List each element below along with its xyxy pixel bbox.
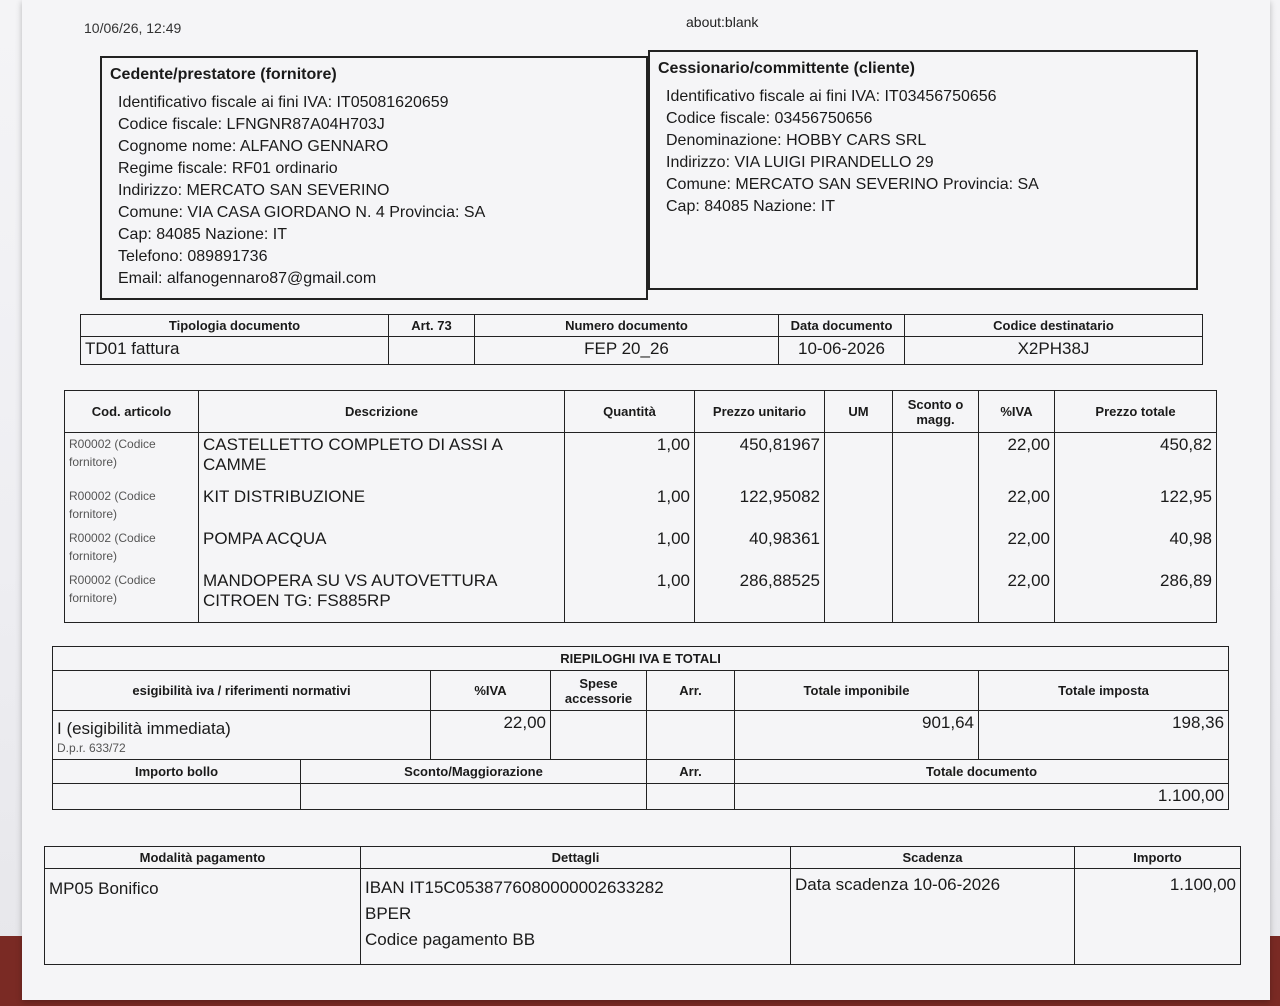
esigibilita: I (esigibilità immediata) [57,719,231,738]
seller-name: Cognome nome: ALFANO GENNARO [118,138,389,155]
print-url: about:blank [686,14,759,30]
print-datetime: 10/06/26, 12:49 [84,20,182,36]
col-um: UM [825,391,893,433]
esigibilita-cell [53,711,431,760]
doc-date: 10-06-2026 [779,337,905,365]
item-um [825,527,893,569]
col-vat: %IVA [979,391,1055,433]
col-unit-price: Prezzo unitario [695,391,825,433]
vat-summary-table [52,646,1229,810]
item-unit-price: 122,95082 [695,485,825,527]
table-row [65,569,1217,623]
document-info-row [81,337,1203,365]
items-header [65,391,1217,433]
importo: 1.100,00 [1075,869,1241,965]
bank: BPER [365,904,412,923]
payment-table [44,846,1241,965]
item-vat: 22,00 [979,433,1055,485]
table-row [65,433,1217,485]
totale-documento: 1.100,00 [735,784,1229,810]
item-unit-price: 40,98361 [695,527,825,569]
buyer-name: Denominazione: HOBBY CARS SRL [666,132,927,149]
item-code: R00002 (Codice fornitore) [65,569,199,623]
seller-city: Comune: VIA CASA GIORDANO N. 4 Provincia: SA [118,204,486,221]
col-summary-vat: %IVA [431,671,551,711]
buyer-cap: Cap: 84085 Nazione: IT [666,198,835,215]
item-quantity: 1,00 [565,569,695,623]
recipient-code: X2PH38J [905,337,1203,365]
totals-row [53,784,1229,810]
vat-summary-header [53,671,1229,711]
item-um [825,433,893,485]
item-total: 122,95 [1055,485,1217,527]
col-scadenza: Scadenza [791,847,1075,869]
col-arr2: Arr. [647,760,735,784]
col-spese: Spese accessorie [551,671,647,711]
col-sconto: Sconto/Maggiorazione [301,760,647,784]
item-vat: 22,00 [979,527,1055,569]
col-code: Cod. articolo [65,391,199,433]
recipient-code-header: Codice destinatario [905,315,1203,337]
totals-header [53,760,1229,784]
item-code: R00002 (Codice fornitore) [65,527,199,569]
buyer-box [648,50,1198,290]
buyer-fiscal-code: Codice fiscale: 03456750656 [666,110,873,127]
art73-header: Art. 73 [389,315,475,337]
doc-number: FEP 20_26 [475,337,779,365]
sconto [301,784,647,810]
item-description: CASTELLETTO COMPLETO DI ASSI A CAMME [199,433,565,485]
col-quantity: Quantità [565,391,695,433]
col-total: Prezzo totale [1055,391,1217,433]
seller-title: Cedente/prestatore (fornitore) [110,66,337,83]
summary-imponibile: 901,64 [735,711,979,760]
item-description: MANDOPERA SU VS AUTOVETTURA CITROEN TG: FS885RP [199,569,565,623]
item-quantity: 1,00 [565,485,695,527]
item-unit-price: 450,81967 [695,433,825,485]
col-importo: Importo [1075,847,1241,869]
seller-fiscal-code: Codice fiscale: LFNGNR87A04H703J [118,116,385,133]
seller-phone: Telefono: 089891736 [118,248,268,265]
item-discount [893,527,979,569]
seller-box [100,56,648,300]
summary-arr [647,711,735,760]
doc-type: TD01 fattura [81,337,389,365]
modalita: MP05 Bonifico [45,869,361,965]
item-total: 286,89 [1055,569,1217,623]
dettagli-cell [361,869,791,965]
doc-date-header: Data documento [779,315,905,337]
col-esigibilita: esigibilità iva / riferimenti normativi [53,671,431,711]
col-modalita: Modalità pagamento [45,847,361,869]
riferimento-normativo: D.p.r. 633/72 [57,741,126,755]
summary-vat: 22,00 [431,711,551,760]
item-code: R00002 (Codice fornitore) [65,485,199,527]
item-discount [893,433,979,485]
buyer-vat: Identificativo fiscale ai fini IVA: IT03456750656 [666,88,997,105]
seller-email: Email: alfanogennaro87@gmail.com [118,270,377,287]
document-info-table [80,314,1203,365]
scadenza: Data scadenza 10-06-2026 [791,869,1075,965]
vat-summary-title-row [53,647,1229,671]
codice-pagamento: Codice pagamento BB [365,930,536,949]
doc-number-header: Numero documento [475,315,779,337]
item-total: 40,98 [1055,527,1217,569]
item-quantity: 1,00 [565,527,695,569]
item-total: 450,82 [1055,433,1217,485]
item-description: POMPA ACQUA [199,527,565,569]
table-row [65,485,1217,527]
item-discount [893,569,979,623]
buyer-city: Comune: MERCATO SAN SEVERINO Provincia: SA [666,176,1039,193]
buyer-title: Cessionario/committente (cliente) [658,60,915,77]
payment-header [45,847,1241,869]
document-info-header [81,315,1203,337]
item-vat: 22,00 [979,569,1055,623]
seller-regime: Regime fiscale: RF01 ordinario [118,160,338,177]
bollo [53,784,301,810]
col-bollo: Importo bollo [53,760,301,784]
vat-summary-row [53,711,1229,760]
arr2 [647,784,735,810]
item-um [825,569,893,623]
iban: IBAN IT15C0538776080000002633282 [365,878,664,897]
col-imposta: Totale imposta [979,671,1229,711]
vat-summary-title: RIEPILOGHI IVA E TOTALI [53,647,1229,671]
item-description: KIT DISTRIBUZIONE [199,485,565,527]
seller-address: Indirizzo: MERCATO SAN SEVERINO [118,182,390,199]
item-vat: 22,00 [979,485,1055,527]
item-discount [893,485,979,527]
col-arr: Arr. [647,671,735,711]
col-totale: Totale documento [735,760,1229,784]
summary-imposta: 198,36 [979,711,1229,760]
doc-type-header: Tipologia documento [81,315,389,337]
item-unit-price: 286,88525 [695,569,825,623]
col-dettagli: Dettagli [361,847,791,869]
payment-row [45,869,1241,965]
item-code: R00002 (Codice fornitore) [65,433,199,485]
item-quantity: 1,00 [565,433,695,485]
items-table [64,390,1217,623]
seller-cap: Cap: 84085 Nazione: IT [118,226,287,243]
art73 [389,337,475,365]
summary-spese [551,711,647,760]
seller-vat: Identificativo fiscale ai fini IVA: IT05081620659 [118,94,449,111]
buyer-address: Indirizzo: VIA LUIGI PIRANDELLO 29 [666,154,934,171]
col-description: Descrizione [199,391,565,433]
item-um [825,485,893,527]
col-discount: Sconto o magg. [893,391,979,433]
table-row [65,527,1217,569]
col-imponibile: Totale imponibile [735,671,979,711]
